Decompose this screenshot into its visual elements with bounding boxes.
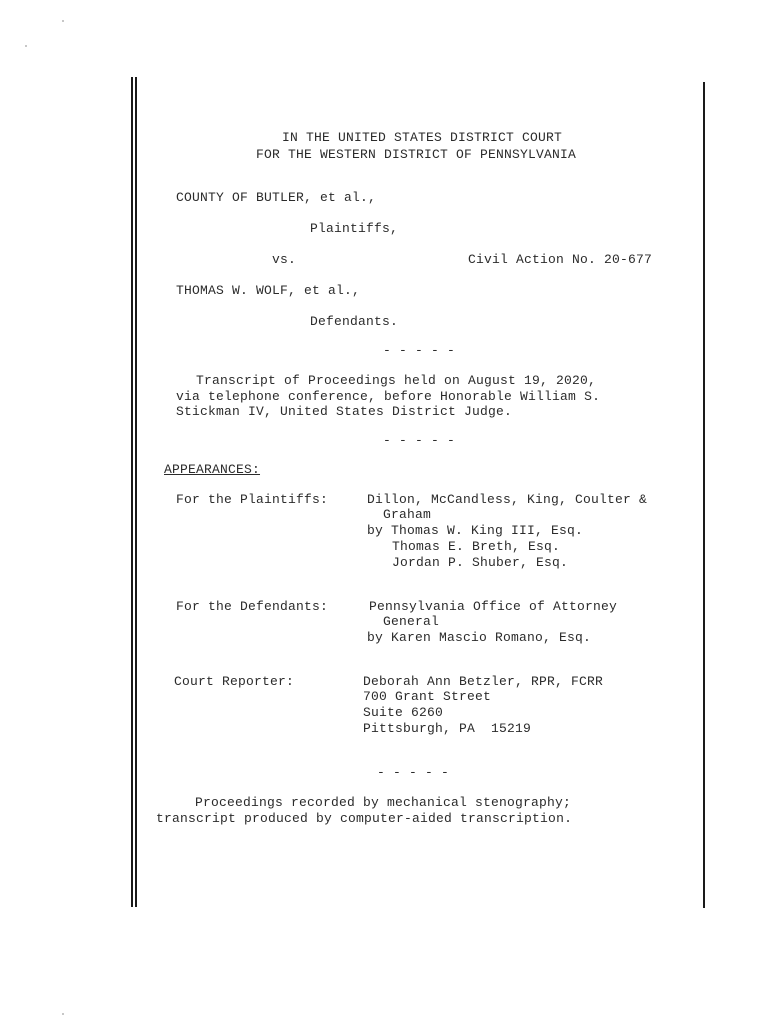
defendant-role: Defendants. xyxy=(310,314,399,329)
plaintiff-name: COUNTY OF BUTLER, et al., xyxy=(176,190,377,205)
transcript-line1: Transcript of Proceedings held on August 19, 2020, xyxy=(196,373,597,388)
separator: - - - - - xyxy=(383,433,456,448)
court-heading-line2: FOR THE WESTERN DISTRICT OF PENNSYLVANIA xyxy=(256,147,577,162)
plaintiff-role: Plaintiffs, xyxy=(310,221,399,236)
plaintiffs-label: For the Plaintiffs: xyxy=(176,492,329,507)
transcript-line3: Stickman IV, United States District Judge. xyxy=(176,404,513,419)
left-border-outer xyxy=(131,77,133,907)
transcript-line2: via telephone conference, before Honorable William S. xyxy=(176,389,601,404)
footer-line1: Proceedings recorded by mechanical stenography; xyxy=(195,795,572,810)
separator: - - - - - xyxy=(377,765,450,780)
scan-speck xyxy=(62,20,64,22)
defendants-office-line1: Pennsylvania Office of Attorney xyxy=(369,599,618,614)
plaintiffs-firm-line1: Dillon, McCandless, King, Coulter & xyxy=(367,492,648,507)
defendants-office-line2: General xyxy=(383,614,440,629)
left-border-inner xyxy=(135,77,137,907)
scan-speck xyxy=(62,1013,64,1015)
plaintiffs-firm-line2: Graham xyxy=(383,507,432,522)
defendants-label: For the Defendants: xyxy=(176,599,329,614)
footer-line2: transcript produced by computer-aided transcription. xyxy=(156,811,573,826)
scan-speck xyxy=(25,45,27,47)
defendant-name: THOMAS W. WOLF, et al., xyxy=(176,283,361,298)
separator: - - - - - xyxy=(383,343,456,358)
appearances-heading: APPEARANCES: xyxy=(164,462,261,477)
reporter-street: 700 Grant Street xyxy=(363,689,492,704)
versus: vs. xyxy=(272,252,297,267)
reporter-suite: Suite 6260 xyxy=(363,705,444,720)
reporter-name: Deborah Ann Betzler, RPR, FCRR xyxy=(363,674,604,689)
reporter-city: Pittsburgh, PA 15219 xyxy=(363,721,532,736)
court-heading-line1: IN THE UNITED STATES DISTRICT COURT xyxy=(282,130,563,145)
plaintiffs-attorney1: by Thomas W. King III, Esq. xyxy=(367,523,584,538)
reporter-label: Court Reporter: xyxy=(174,674,295,689)
defendants-attorney1: by Karen Mascio Romano, Esq. xyxy=(367,630,592,645)
plaintiffs-attorney2: Thomas E. Breth, Esq. xyxy=(392,539,561,554)
plaintiffs-attorney3: Jordan P. Shuber, Esq. xyxy=(392,555,569,570)
case-number: Civil Action No. 20-677 xyxy=(468,252,653,267)
right-border xyxy=(703,82,705,908)
